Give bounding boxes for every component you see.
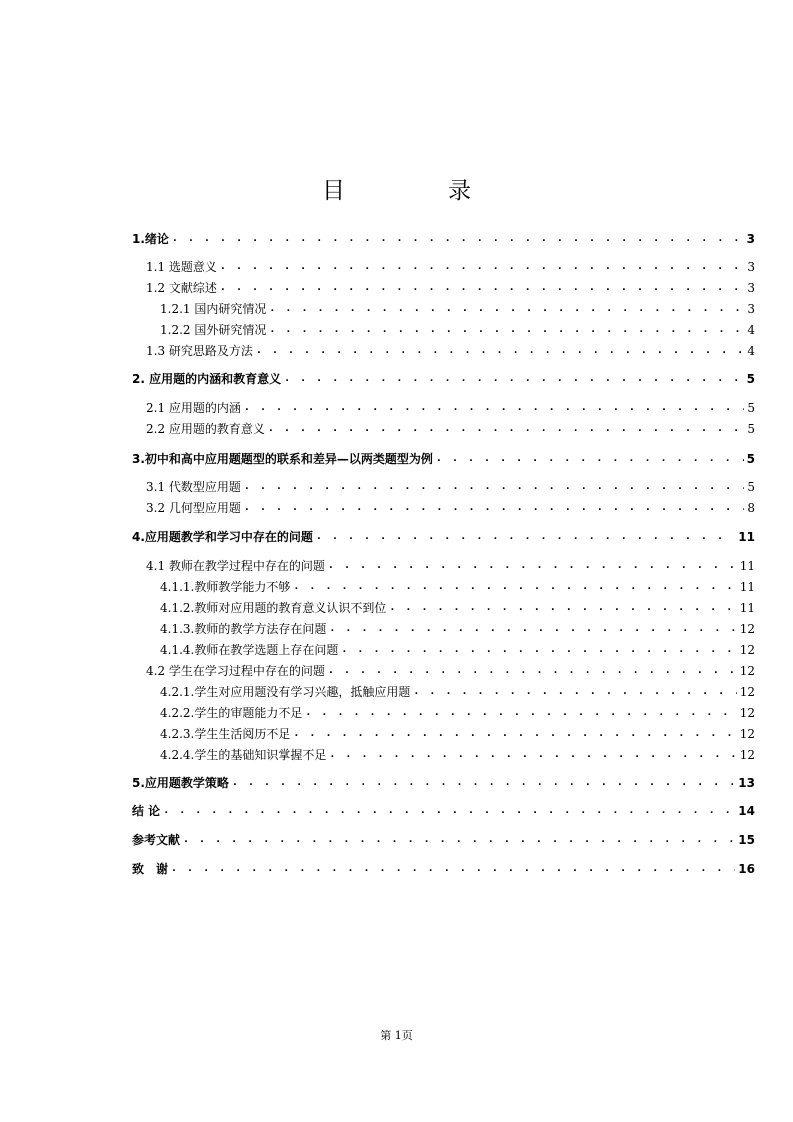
toc-entry[interactable] <box>132 420 755 436</box>
toc-leader-dots <box>328 559 737 573</box>
toc-entry-label: 3.2 几何型应用题 <box>146 501 241 515</box>
toc-entry-label: 4.1 教师在教学过程中存在的问题 <box>146 559 325 573</box>
page-title: 目 录 <box>322 178 511 204</box>
toc-entry-label: 4.应用题教学和学习中存在的问题 <box>132 530 313 544</box>
toc-leader-dots <box>293 580 736 594</box>
toc-entry-page: 4 <box>747 323 755 337</box>
toc-entry[interactable] <box>132 321 755 337</box>
toc-leader-dots <box>284 372 744 386</box>
toc-entry[interactable] <box>132 725 755 741</box>
toc-entry-page: 12 <box>739 748 755 762</box>
toc-entry-page: 3 <box>747 302 755 316</box>
toc-leader-dots <box>171 862 735 876</box>
toc-entry-page: 12 <box>739 706 755 720</box>
toc-entry-page: 14 <box>738 804 755 818</box>
toc-entry-label: 2.2 应用题的教育意义 <box>146 422 265 436</box>
toc-leader-dots <box>232 776 735 790</box>
toc-entry-label: 1.绪论 <box>132 232 169 246</box>
toc-leader-dots <box>268 422 744 436</box>
toc-entry-page: 12 <box>739 685 755 699</box>
toc-entry-page: 5 <box>747 480 755 494</box>
toc-leader-dots <box>244 401 744 415</box>
toc-entry-page: 12 <box>739 622 755 636</box>
toc-entry-page: 11 <box>739 580 755 594</box>
toc-entry[interactable] <box>132 620 755 636</box>
toc-leader-dots <box>293 727 736 741</box>
toc-entry-label: 1.3 研究思路及方法 <box>146 344 253 358</box>
toc-entry-label: 2. 应用题的内涵和教育意义 <box>132 372 282 386</box>
toc-entry-page: 12 <box>739 727 755 741</box>
toc-leader-dots <box>328 664 737 678</box>
toc-entry[interactable] <box>132 528 755 544</box>
toc-entry[interactable] <box>132 578 755 594</box>
toc-entry-page: 3 <box>747 281 755 295</box>
toc-entry[interactable] <box>132 342 755 358</box>
toc-leader-dots <box>413 685 736 699</box>
toc-entry-label: 1.1 选题意义 <box>146 260 217 274</box>
toc-entry[interactable] <box>132 802 755 818</box>
toc-entry[interactable] <box>132 478 755 494</box>
toc-leader-dots <box>269 302 744 316</box>
toc-entry-label: 4.1.4.教师在教学选题上存在问题 <box>160 643 339 657</box>
toc-leader-dots <box>163 804 735 818</box>
toc-entry-label: 4.1.3.教师的教学方法存在问题 <box>160 622 327 636</box>
toc-entry[interactable] <box>132 399 755 415</box>
toc-entry[interactable] <box>132 831 755 847</box>
toc-entry-label: 4.2 学生在学习过程中存在的问题 <box>146 664 325 678</box>
toc-leader-dots <box>183 833 735 847</box>
toc-leader-dots <box>269 323 744 337</box>
toc-entry[interactable] <box>132 499 755 515</box>
toc-entry[interactable] <box>132 683 755 699</box>
toc-leader-dots <box>220 281 744 295</box>
toc-entry-page: 5 <box>746 452 755 466</box>
toc-entry-label: 参考文献 <box>132 833 181 847</box>
toc-entry-page: 12 <box>739 643 755 657</box>
toc-entry-label: 4.1.2.教师对应用题的教育意义认识不到位 <box>160 601 387 615</box>
toc-entry-page: 11 <box>739 601 755 615</box>
toc-entry-label: 4.2.1.学生对应用题没有学习兴趣，抵触应用题 <box>160 685 411 699</box>
toc-entry-page: 8 <box>747 501 755 515</box>
toc-entry-label: 1.2.2 国外研究情况 <box>160 323 267 337</box>
toc-leader-dots <box>244 480 744 494</box>
toc-entry-page: 12 <box>739 664 755 678</box>
toc-entry-label: 5.应用题教学策略 <box>132 776 229 790</box>
toc-entry-label: 致 谢 <box>132 862 169 876</box>
toc-entry-label: 4.2.4.学生的基础知识掌握不足 <box>160 748 327 762</box>
toc-entry-label: 3.初中和高中应用题题型的联系和差异—以两类题型为例 <box>132 452 433 466</box>
toc-entry[interactable] <box>132 557 755 573</box>
toc-entry[interactable] <box>132 704 755 720</box>
toc-entry-label: 4.2.3.学生生活阅历不足 <box>160 727 291 741</box>
toc-entry-page: 5 <box>746 372 755 386</box>
page-number-footer: 第 1页 <box>380 1029 413 1042</box>
toc-entry[interactable] <box>132 641 755 657</box>
toc-leader-dots <box>329 622 736 636</box>
toc-entry-page: 11 <box>738 530 755 544</box>
toc-leader-dots <box>436 452 744 466</box>
toc-entry[interactable] <box>132 279 755 295</box>
toc-entry[interactable] <box>132 599 755 615</box>
toc-leader-dots <box>256 344 744 358</box>
toc-entry-label: 4.1.1.教师教学能力不够 <box>160 580 291 594</box>
toc-entry-page: 13 <box>738 776 755 790</box>
toc-entry-page: 16 <box>738 862 755 876</box>
toc-leader-dots <box>389 601 736 615</box>
toc-entry-page: 15 <box>738 833 755 847</box>
toc-entry-label: 2.1 应用题的内涵 <box>146 401 241 415</box>
toc-entry[interactable] <box>132 774 755 790</box>
toc-leader-dots <box>220 260 744 274</box>
toc-entry[interactable] <box>132 370 755 386</box>
toc-entry-page: 11 <box>739 559 755 573</box>
toc-entry[interactable] <box>132 230 755 246</box>
toc-entry-label: 结 论 <box>132 804 161 818</box>
toc-leader-dots <box>172 232 744 246</box>
toc-entry-label: 1.2.1 国内研究情况 <box>160 302 267 316</box>
toc-entry-page: 3 <box>746 232 755 246</box>
toc-entry-label: 1.2 文献综述 <box>146 281 217 295</box>
toc-entry-page: 3 <box>747 260 755 274</box>
toc-entry[interactable] <box>132 450 755 466</box>
toc-leader-dots <box>305 706 736 720</box>
toc-entry-page: 4 <box>747 344 755 358</box>
toc-entry-label: 4.2.2.学生的审题能力不足 <box>160 706 303 720</box>
toc-leader-dots <box>341 643 736 657</box>
toc-entry[interactable] <box>132 860 755 876</box>
toc-entry[interactable] <box>132 300 755 316</box>
toc-entry-page: 5 <box>747 401 755 415</box>
toc-leader-dots <box>244 501 744 515</box>
toc-entry-page: 5 <box>747 422 755 436</box>
toc-entry[interactable] <box>132 662 755 678</box>
toc-entry-label: 3.1 代数型应用题 <box>146 480 241 494</box>
toc-entry[interactable] <box>132 258 755 274</box>
toc-leader-dots <box>316 530 735 544</box>
toc-leader-dots <box>329 748 736 762</box>
toc-entry[interactable] <box>132 746 755 762</box>
